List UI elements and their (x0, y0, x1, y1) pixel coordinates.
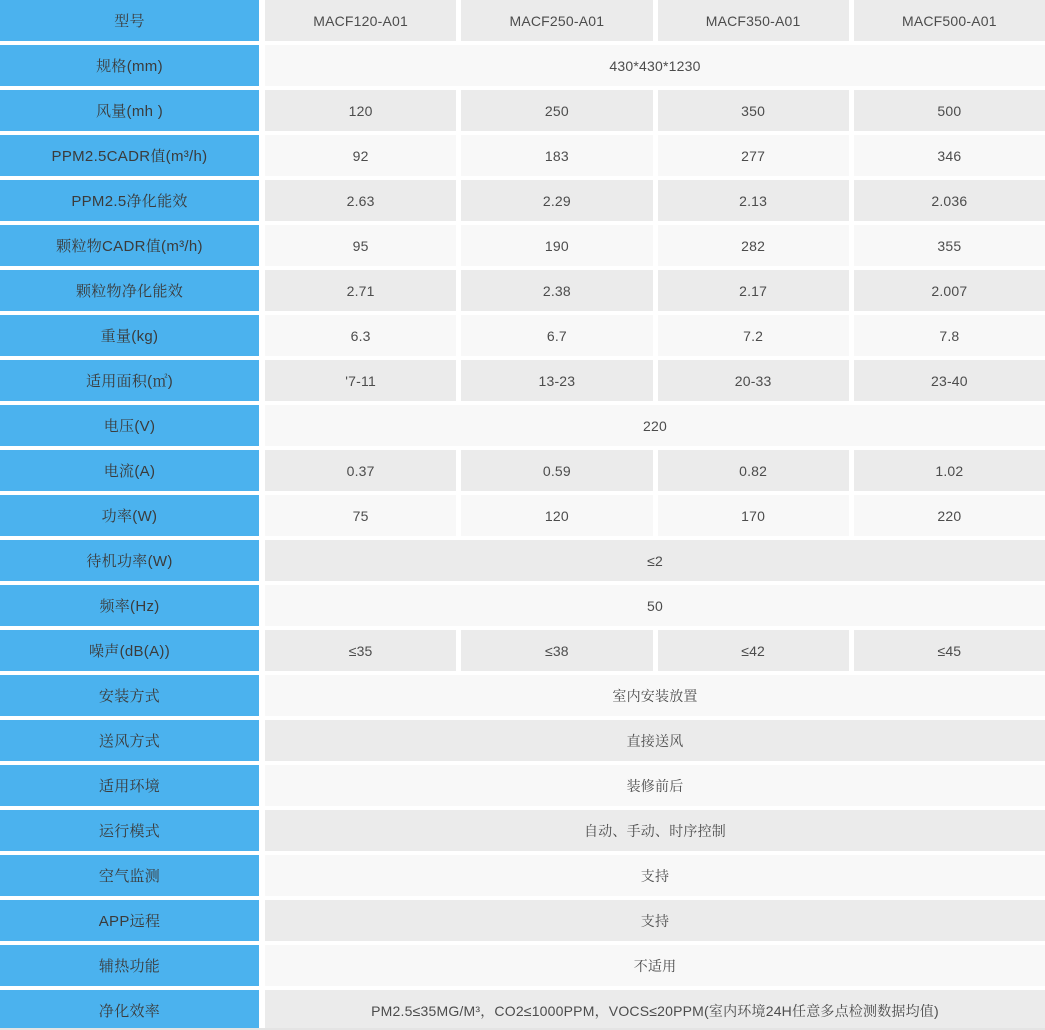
row-label: 电压(V) (0, 405, 259, 446)
row-values (265, 765, 1045, 806)
spec-cell-span: 直接送风 (265, 720, 1045, 761)
spec-cell-span: 支持 (265, 855, 1045, 896)
spec-cell: MACF120-A01 (265, 0, 456, 41)
spec-cell: 250 (461, 90, 652, 131)
spec-cell: 0.37 (265, 450, 456, 491)
row-label: 型号 (0, 0, 259, 41)
spec-cell: 6.3 (265, 315, 456, 356)
spec-row (0, 360, 1045, 401)
row-values (265, 135, 1045, 176)
row-label: 适用环境 (0, 765, 259, 806)
row-values (265, 900, 1045, 941)
row-label: 频率(Hz) (0, 585, 259, 626)
spec-cell: 282 (658, 225, 849, 266)
spec-cell-span: PM2.5≤35MG/M³，CO2≤1000PPM，VOCS≤20PPM(室内环境24H任意多点检测数据均值) (265, 990, 1045, 1030)
row-values (265, 0, 1045, 41)
spec-cell: 2.63 (265, 180, 456, 221)
spec-row (0, 225, 1045, 266)
row-values (265, 90, 1045, 131)
row-label: 电流(A) (0, 450, 259, 491)
spec-cell-span: 50 (265, 585, 1045, 626)
spec-row (0, 945, 1045, 986)
row-label: 安装方式 (0, 675, 259, 716)
spec-cell: 190 (461, 225, 652, 266)
row-label: 适用面积(㎡) (0, 360, 259, 401)
row-values (265, 630, 1045, 671)
row-values (265, 675, 1045, 716)
spec-row (0, 900, 1045, 941)
row-label: APP远程 (0, 900, 259, 941)
row-values (265, 540, 1045, 581)
spec-row (0, 90, 1045, 131)
spec-cell: 120 (461, 495, 652, 536)
row-label: PPM2.5净化能效 (0, 180, 259, 221)
spec-cell-span: 室内安装放置 (265, 675, 1045, 716)
spec-cell: 500 (854, 90, 1045, 131)
row-label: 送风方式 (0, 720, 259, 761)
row-label: 颗粒物净化能效 (0, 270, 259, 311)
spec-row (0, 675, 1045, 716)
spec-row (0, 405, 1045, 446)
spec-cell: 220 (854, 495, 1045, 536)
row-values (265, 585, 1045, 626)
row-values (265, 225, 1045, 266)
spec-cell: 92 (265, 135, 456, 176)
spec-row (0, 810, 1045, 851)
row-label: 运行模式 (0, 810, 259, 851)
spec-cell: 2.007 (854, 270, 1045, 311)
spec-cell: 95 (265, 225, 456, 266)
row-values (265, 990, 1045, 1030)
row-values (265, 270, 1045, 311)
spec-row (0, 585, 1045, 626)
spec-cell: 170 (658, 495, 849, 536)
spec-row (0, 765, 1045, 806)
spec-cell: ≤35 (265, 630, 456, 671)
row-label: 颗粒物CADR值(m³/h) (0, 225, 259, 266)
spec-cell: ≤45 (854, 630, 1045, 671)
spec-row (0, 0, 1045, 41)
spec-row (0, 315, 1045, 356)
row-label: 重量(kg) (0, 315, 259, 356)
spec-cell-span: 430*430*1230 (265, 45, 1045, 86)
spec-cell-span: ≤2 (265, 540, 1045, 581)
spec-cell: 7.2 (658, 315, 849, 356)
spec-row (0, 180, 1045, 221)
spec-cell: 0.59 (461, 450, 652, 491)
spec-cell: 183 (461, 135, 652, 176)
spec-cell: 0.82 (658, 450, 849, 491)
spec-cell: 346 (854, 135, 1045, 176)
spec-cell: 7.8 (854, 315, 1045, 356)
row-label: 风量(mh ) (0, 90, 259, 131)
spec-row (0, 630, 1045, 671)
spec-cell-span: 支持 (265, 900, 1045, 941)
row-values (265, 405, 1045, 446)
row-label: PPM2.5CADR值(m³/h) (0, 135, 259, 176)
spec-row (0, 45, 1045, 86)
row-values (265, 360, 1045, 401)
row-values (265, 450, 1045, 491)
spec-row (0, 855, 1045, 896)
spec-cell: 13-23 (461, 360, 652, 401)
row-values (265, 180, 1045, 221)
spec-cell: '7-11 (265, 360, 456, 401)
spec-cell: MACF350-A01 (658, 0, 849, 41)
spec-cell: 2.036 (854, 180, 1045, 221)
row-values (265, 720, 1045, 761)
spec-cell: 350 (658, 90, 849, 131)
row-values (265, 45, 1045, 86)
spec-row (0, 540, 1045, 581)
spec-cell-span: 自动、手动、时序控制 (265, 810, 1045, 851)
row-values (265, 810, 1045, 851)
row-values (265, 855, 1045, 896)
spec-cell: 23-40 (854, 360, 1045, 401)
spec-cell: 2.38 (461, 270, 652, 311)
row-label: 空气监测 (0, 855, 259, 896)
spec-cell: 355 (854, 225, 1045, 266)
row-values (265, 945, 1045, 986)
spec-cell: 2.71 (265, 270, 456, 311)
spec-row (0, 495, 1045, 536)
spec-cell: 75 (265, 495, 456, 536)
spec-cell: MACF500-A01 (854, 0, 1045, 41)
spec-cell: MACF250-A01 (461, 0, 652, 41)
row-values (265, 495, 1045, 536)
row-label: 辅热功能 (0, 945, 259, 986)
row-label: 功率(W) (0, 495, 259, 536)
spec-cell: 277 (658, 135, 849, 176)
spec-cell: 6.7 (461, 315, 652, 356)
spec-row (0, 720, 1045, 761)
spec-cell: ≤38 (461, 630, 652, 671)
spec-cell: 2.29 (461, 180, 652, 221)
row-label: 噪声(dB(A)) (0, 630, 259, 671)
spec-cell-span: 装修前后 (265, 765, 1045, 806)
row-values (265, 315, 1045, 356)
row-label: 净化效率 (0, 990, 259, 1030)
spec-cell-span: 220 (265, 405, 1045, 446)
spec-cell-span: 不适用 (265, 945, 1045, 986)
row-label: 待机功率(W) (0, 540, 259, 581)
spec-row (0, 270, 1045, 311)
spec-cell: 2.13 (658, 180, 849, 221)
row-label: 规格(mm) (0, 45, 259, 86)
spec-cell: ≤42 (658, 630, 849, 671)
spec-cell: 2.17 (658, 270, 849, 311)
spec-cell: 120 (265, 90, 456, 131)
spec-row (0, 135, 1045, 176)
spec-cell: 20-33 (658, 360, 849, 401)
spec-row (0, 450, 1045, 491)
spec-row (0, 990, 1045, 1030)
spec-cell: 1.02 (854, 450, 1045, 491)
